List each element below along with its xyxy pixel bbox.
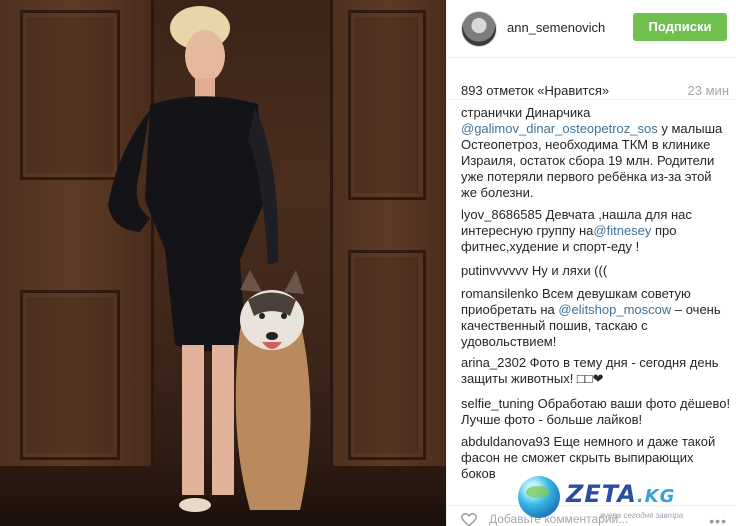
comment-author[interactable]: romansilenko [461, 286, 539, 301]
comments-list[interactable] [447, 100, 736, 500]
likes-row [447, 58, 736, 100]
comment-author[interactable]: selfie_tuning [461, 396, 534, 411]
mention-link[interactable]: @galimov_dinar_osteopetroz_sos [461, 121, 658, 136]
comment [461, 286, 731, 350]
comment [461, 207, 731, 255]
likes-count[interactable]: 893 отметок «Нравится» [461, 83, 610, 98]
comment-text: Всем девушкам советую приобретать на [461, 286, 691, 317]
post-sidebar [446, 0, 736, 526]
comment-text: у малыша Остеопетроз, необходима ТКМ в клинике Израиля, остаток сбора 19 млн. Родители уже потеряли первого ребёнка из-за этой же болезни. [461, 121, 723, 200]
mention-link[interactable]: @fitnesey [593, 223, 652, 238]
comment-author[interactable]: abduldanova93 [461, 434, 550, 449]
comment [461, 105, 731, 201]
comment [461, 263, 731, 279]
comment-text: Еще немного и даже такой фасон не сможет скрыть выпирающих боков [461, 434, 716, 481]
comment-author[interactable]: lyov_8686585 [461, 207, 542, 222]
mention-link[interactable]: @elitshop_moscow [558, 302, 672, 317]
comment-text: странички Динарчика [461, 105, 591, 120]
more-options-icon[interactable]: ••• [709, 513, 727, 526]
globe-icon [518, 476, 560, 518]
comment [461, 396, 731, 428]
comment-author[interactable]: putinvvvvvv [461, 263, 529, 278]
comment-author[interactable]: arina_2302 [461, 355, 527, 370]
heart-icon[interactable] [461, 513, 477, 526]
comment-text: Девчата ,нашла для нас интересную группу на [461, 207, 692, 238]
comment-text: Ну и ляхи ((( [528, 263, 608, 278]
post-timestamp[interactable]: 23 мин [687, 83, 729, 98]
comment-text: Обработаю ваши фото дёшево! Лучше фото - больше лайков! [461, 396, 731, 427]
watermark-domain: .KG [636, 486, 676, 507]
watermark-brand-text: ZETA [566, 480, 637, 508]
watermark-brand [566, 480, 675, 508]
comment-text: про фитнес,худение и спорт-еду ! [461, 223, 677, 254]
username-link[interactable]: ann_semenovich [507, 20, 606, 35]
avatar[interactable] [461, 11, 497, 47]
comment-text: – очень качественный пошив, таскаю с удовольствием! [461, 302, 721, 349]
comment [461, 355, 731, 387]
comment-text: Фото в тему дня - сегодня день защиты животных! □□❤ [461, 355, 719, 386]
post-header [447, 0, 736, 58]
watermark-tagline: вчера сегодня завтра [600, 511, 684, 520]
watermark-logo [514, 470, 736, 526]
follow-button[interactable]: Подписки [633, 13, 727, 41]
